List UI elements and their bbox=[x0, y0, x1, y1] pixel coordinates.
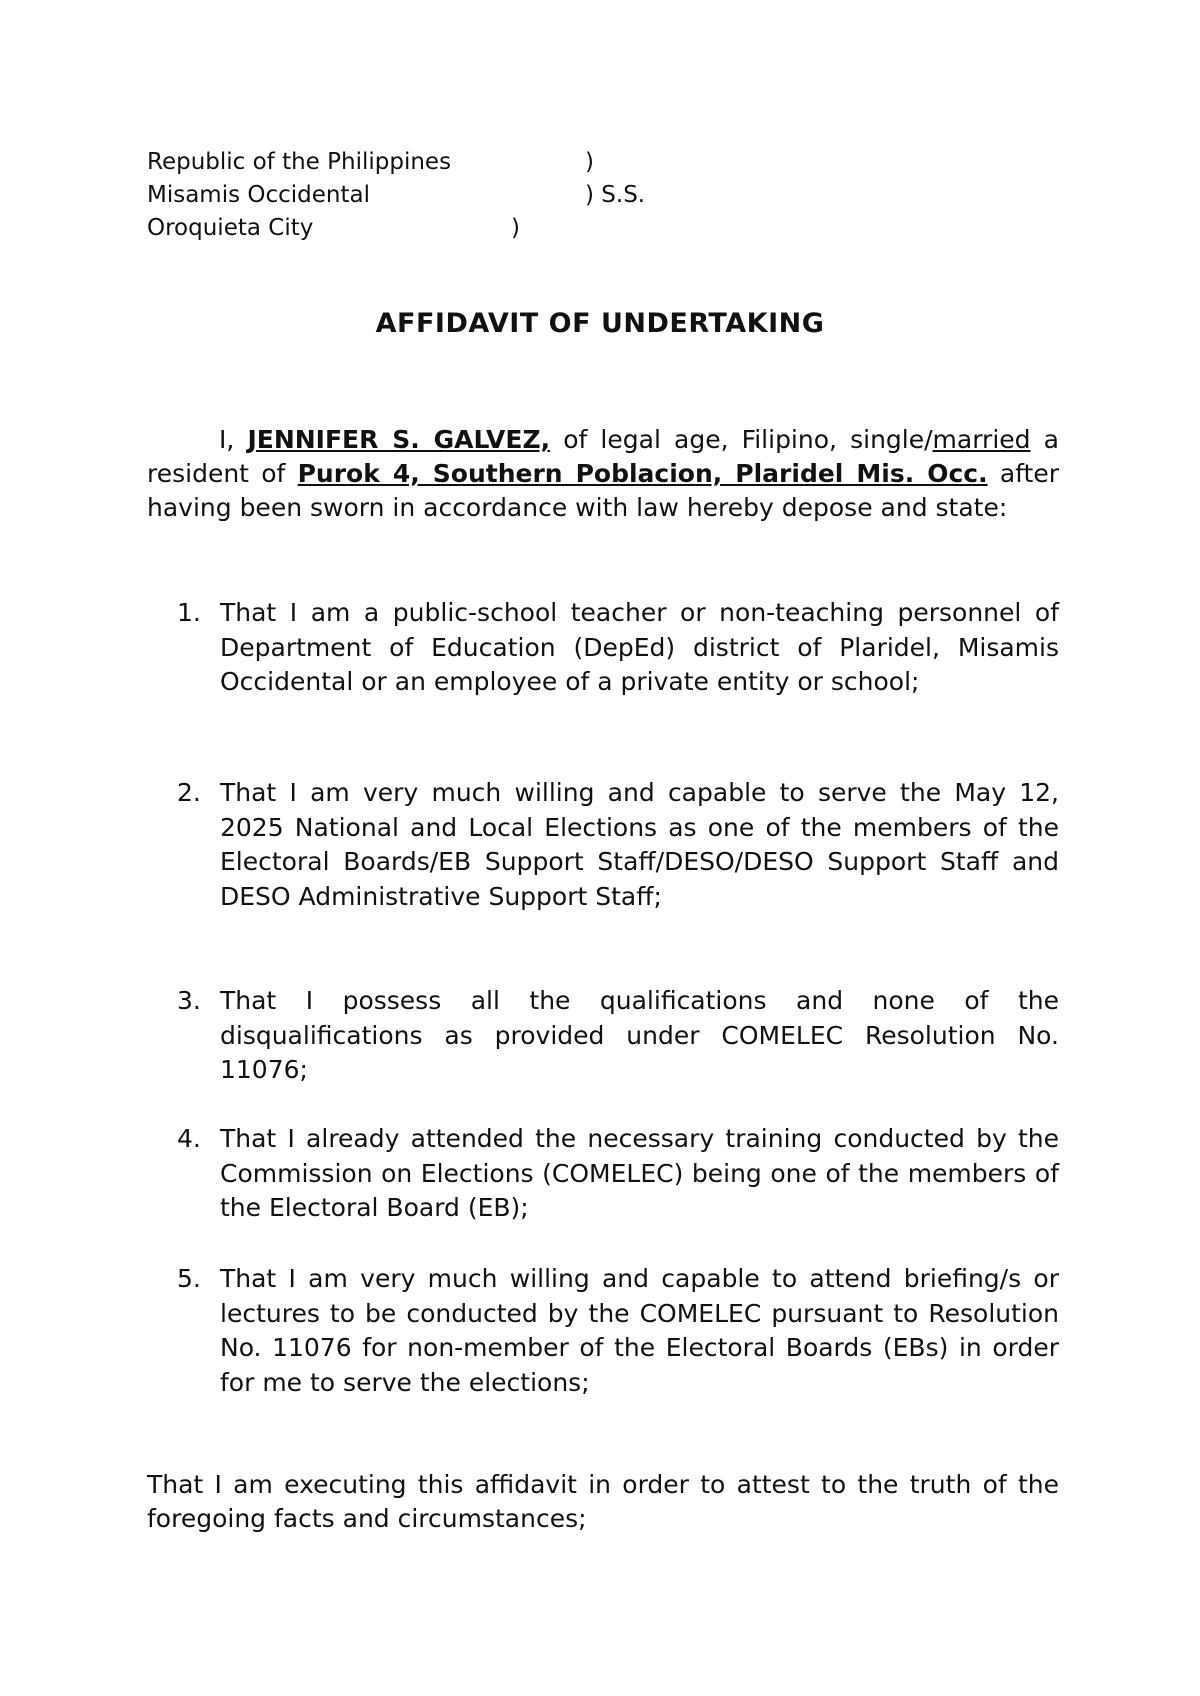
closing-paragraph: That I am executing this affidavit in order to attest to the truth of the foregoing facts and circumstances; bbox=[147, 1470, 1059, 1533]
affiant-name: JENNIFER S. GALVEZ, bbox=[247, 425, 551, 454]
civil-status: married bbox=[932, 425, 1031, 454]
intro-lead: I, bbox=[219, 425, 248, 454]
list-item bbox=[147, 776, 1059, 914]
list-item-text: That I am very much willing and capable to attend briefing/s or lectures to be conducted by the COMELEC pursuant to Resolution No. 11076 for non-member of the Electoral Boards (EBs) in order for me to serve the elections; bbox=[220, 1264, 1059, 1397]
venue-line-province: Misamis Occidental bbox=[147, 182, 371, 208]
intro-after-name: of legal age, Filipino, single/ bbox=[550, 425, 933, 454]
affiant-address: Purok 4, Southern Poblacion, Plaridel Mis. Occ. bbox=[297, 459, 988, 488]
venue-line-city: Oroquieta City bbox=[147, 215, 314, 241]
intro-rest: after having been sworn in accordance with law hereby depose and state: bbox=[147, 459, 1060, 522]
venue-mark-city: ) bbox=[511, 215, 520, 241]
venue-line-country: Republic of the Philippines bbox=[147, 149, 452, 175]
venue-mark-country: ) bbox=[585, 149, 594, 175]
list-item-text: That I already attended the necessary training conducted by the Commission on Elections (COMELEC) being one of the members of the Electoral Board (EB); bbox=[220, 1124, 1059, 1222]
list-item-number: 1. bbox=[177, 598, 201, 627]
list-item bbox=[147, 1122, 1059, 1226]
list-item bbox=[147, 984, 1059, 1088]
venue-mark-province: ) S.S. bbox=[585, 182, 646, 208]
list-item-text: That I am very much willing and capable to serve the May 12, 2025 National and Local Elections as one of the members of the Electoral Boards/EB Support Staff/DESO/DESO Support Staff and DESO Administrative Support Staff; bbox=[220, 778, 1059, 911]
list-item bbox=[147, 596, 1059, 700]
intro-paragraph bbox=[147, 423, 1059, 525]
list-item-number: 2. bbox=[177, 778, 201, 807]
list-item-number: 5. bbox=[177, 1264, 201, 1293]
list-item-number: 4. bbox=[177, 1124, 201, 1153]
document-title: AFFIDAVIT OF UNDERTAKING bbox=[375, 308, 825, 339]
list-item-text: That I possess all the qualifications and none of the disqualifications as provided under COMELEC Resolution No. 11076; bbox=[220, 986, 1059, 1084]
list-item-text: That I am a public-school teacher or non-teaching personnel of Department of Education (DepEd) district of Plaridel, Misamis Occidental or an employee of a private entity or school; bbox=[220, 598, 1059, 696]
intro-before-address: a resident of bbox=[147, 425, 1059, 488]
list-item bbox=[147, 1262, 1059, 1400]
list-item-number: 3. bbox=[177, 986, 201, 1015]
